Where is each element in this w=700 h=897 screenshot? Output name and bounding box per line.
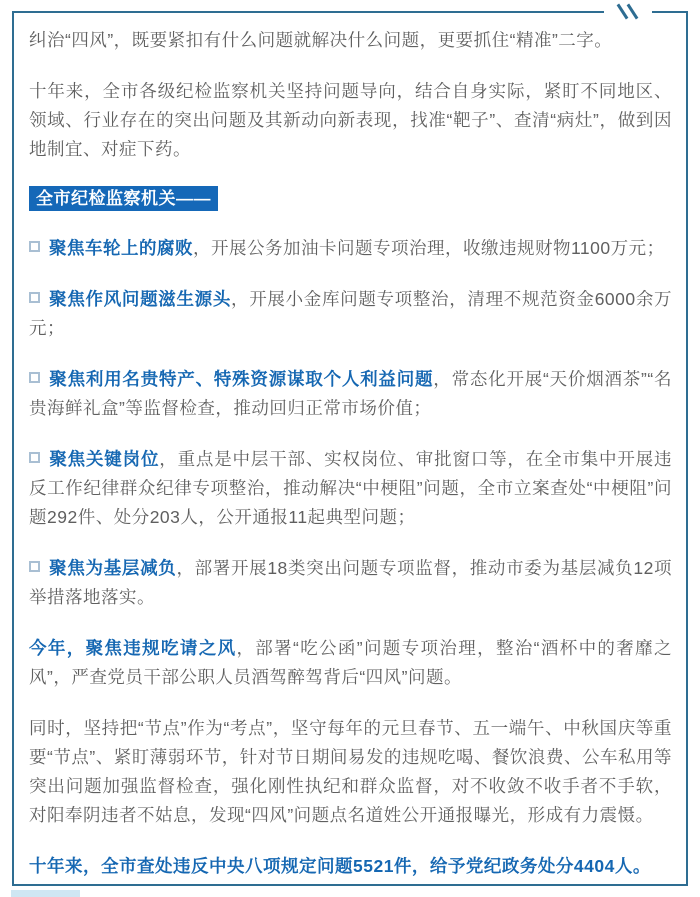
section-badge-row xyxy=(29,186,672,212)
bullet-item-1 xyxy=(29,234,672,263)
bullet-lead: 聚焦关键岗位 xyxy=(49,449,160,469)
paragraph-meanwhile: 同时，坚持把“节点”作为“考点”，坚守每年的元旦春节、五一端午、中秋国庆等重要“节点”、紧盯薄弱环节，针对节日期间易发的违规吃喝、餐饮浪费、公车私用等突出问题加强监督检查，强化刚性执纪和群众监督，对不收敛不收手者不手软，对阳奉阴违者不姑息，发现“四风”问题点名道姓公开通报曝光，形成有力震慑。 xyxy=(29,718,672,825)
footer-accent-bar xyxy=(11,890,80,897)
bullet-rest: ，重点是中层干部、实权岗位、审批窗口等，在全市集中开展违反工作纪律群众纪律专项整治，推动解决“中梗阻”问题，全市立案查处“中梗阻”问题292件、处分203人，公开通报11起典型问题； xyxy=(29,449,672,527)
square-bullet-icon xyxy=(29,292,40,303)
section-badge: 全市纪检监察机关—— xyxy=(29,186,218,211)
bullet-lead: 聚焦作风问题滋生源头 xyxy=(49,289,232,309)
bullet-lead: 聚焦车轮上的腐败 xyxy=(49,238,193,258)
bullet-item-5 xyxy=(29,554,672,612)
paragraph-intro-2: 十年来，全市各级纪检监察机关坚持问题导向，结合自身实际，紧盯不同地区、领域、行业存在的突出问题及其新动向新表现，找准“靶子”、查清“病灶”，做到因地制宜、对症下药。 xyxy=(29,81,672,159)
square-bullet-icon xyxy=(29,452,40,463)
bullet-item-3 xyxy=(29,365,672,423)
bullet-lead: 聚焦利用名贵特产、特殊资源谋取个人利益问题 xyxy=(49,369,434,389)
bullet-lead: 聚焦为基层减负 xyxy=(49,558,177,578)
bullet-item-2 xyxy=(29,285,672,343)
paragraph-intro-1: 纠治“四风”，既要紧扣有什么问题就解决什么问题，更要抓住“精准”二字。 xyxy=(29,30,613,50)
content-border-box xyxy=(12,11,688,886)
year-paragraph-rest: ，部署“吃公函”问题专项治理，整治“酒杯中的奢靡之风”，严查党员干部公职人员酒驾醉驾背后“四风”问题。 xyxy=(29,638,673,687)
year-paragraph-lead: 今年，聚焦违规吃请之风 xyxy=(29,638,237,658)
bullet-rest: ，常态化开展“天价烟酒茶”“名贵海鲜礼盒”等监督检查，推动回归正常市场价值； xyxy=(29,369,672,418)
square-bullet-icon xyxy=(29,561,40,572)
square-bullet-icon xyxy=(29,372,40,383)
paragraph-this-year xyxy=(29,634,672,692)
bullet-item-4 xyxy=(29,445,672,532)
bullet-rest: ，开展小金库问题专项整治，清理不规范资金6000余万元； xyxy=(29,289,673,338)
paragraph-conclusion: 十年来，全市查处违反中央八项规定问题5521件，给予党纪政务处分4404人。 xyxy=(29,856,651,876)
square-bullet-icon xyxy=(29,241,40,252)
double-backslash-icon xyxy=(604,0,652,24)
bullet-rest: ，开展公务加油卡问题专项治理，收缴违规财物1100万元； xyxy=(193,238,665,258)
bullet-rest: ，部署开展18类突出问题专项监督，推动市委为基层减负12项举措落地落实。 xyxy=(29,558,673,607)
